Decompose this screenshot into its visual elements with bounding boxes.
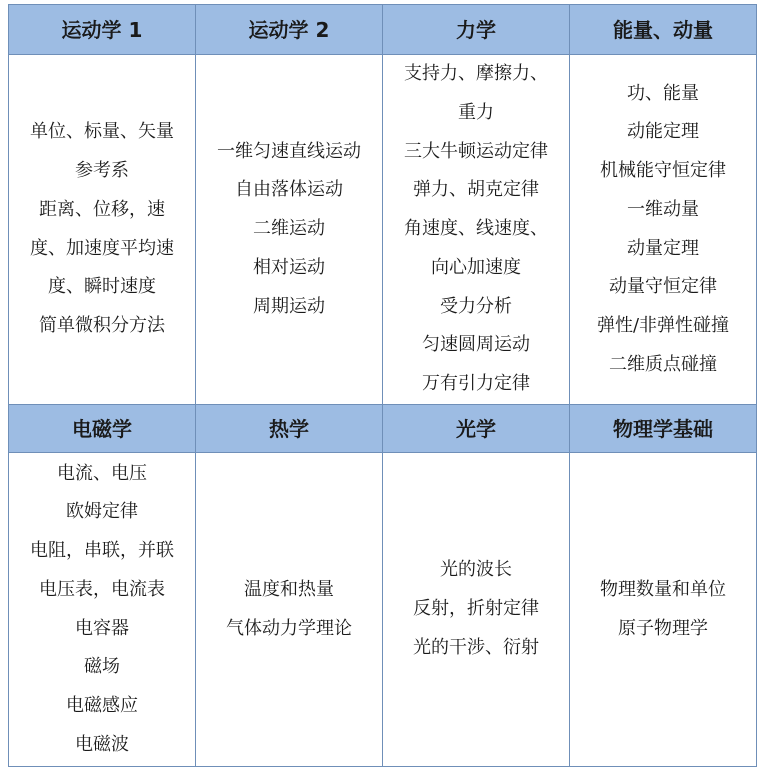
topic-line: 电压表，电流表: [39, 578, 165, 600]
topic-line: 重力: [458, 102, 494, 124]
topic-line: 温度和热量: [244, 578, 334, 600]
topic-line: 周期运动: [253, 295, 325, 317]
header-label: 力学: [456, 17, 496, 42]
topic-line: 电磁波: [75, 733, 129, 755]
table-body-cell: [382, 54, 570, 405]
topic-line: 功、能量: [627, 82, 699, 104]
table-body-cell: [195, 452, 383, 767]
header-label: 运动学 1: [61, 17, 143, 42]
topic-line: 度、加速度平均速: [30, 237, 174, 259]
table-header-cell: [569, 4, 757, 55]
topic-line: 磁场: [84, 656, 120, 678]
topic-line: 欧姆定律: [66, 501, 138, 523]
topic-line: 受力分析: [440, 295, 512, 317]
table-header-cell: [8, 404, 196, 453]
table-body-cell: [8, 452, 196, 767]
topic-line: 物理数量和单位: [600, 578, 726, 600]
table-body-cell: [382, 452, 570, 767]
topic-line: 电流、电压: [57, 462, 147, 484]
table-body-cell: [569, 452, 757, 767]
topic-line: 反射，折射定律: [413, 598, 539, 620]
table-body-cell: [569, 54, 757, 405]
header-label: 运动学 2: [248, 17, 330, 42]
header-label: 物理学基础: [613, 416, 713, 441]
topic-line: 一维匀速直线运动: [217, 140, 361, 162]
topic-line: 光的波长: [440, 559, 512, 581]
topic-line: 匀速圆周运动: [422, 334, 530, 356]
topic-line: 电阻，串联，并联: [30, 540, 174, 562]
topic-line: 原子物理学: [618, 617, 708, 639]
topic-line: 电容器: [75, 617, 129, 639]
topic-line: 动量守恒定律: [609, 276, 717, 298]
topic-line: 角速度、线速度、: [404, 218, 548, 240]
topic-line: 向心加速度: [431, 256, 521, 278]
topic-line: 弹力、胡克定律: [413, 179, 539, 201]
topic-line: 二维运动: [253, 218, 325, 240]
topic-line: 相对运动: [253, 256, 325, 278]
topic-line: 简单微积分方法: [39, 314, 165, 336]
physics-topics-table: [8, 4, 756, 766]
topic-line: 自由落体运动: [235, 179, 343, 201]
topic-line: 光的干涉、衍射: [413, 636, 539, 658]
table-header-cell: [195, 404, 383, 453]
header-label: 能量、动量: [613, 17, 713, 42]
table-header-cell: [8, 4, 196, 55]
topic-line: 气体动力学理论: [226, 617, 352, 639]
topic-line: 动能定理: [627, 121, 699, 143]
topic-line: 一维动量: [627, 198, 699, 220]
table-body-cell: [195, 54, 383, 405]
table-header-cell: [569, 404, 757, 453]
topic-line: 支持力、摩擦力、: [404, 63, 548, 85]
topic-line: 二维质点碰撞: [609, 353, 717, 375]
topic-line: 单位、标量、矢量: [30, 121, 174, 143]
header-label: 热学: [269, 416, 309, 441]
table-header-cell: [382, 404, 570, 453]
table-body-cell: [8, 54, 196, 405]
topic-line: 度、瞬时速度: [48, 276, 156, 298]
topic-line: 弹性/非弹性碰撞: [596, 314, 730, 336]
header-label: 光学: [456, 416, 496, 441]
header-label: 电磁学: [72, 416, 132, 441]
topic-line: 机械能守恒定律: [600, 160, 726, 182]
topic-line: 万有引力定律: [422, 372, 530, 394]
table-header-cell: [195, 4, 383, 55]
topic-line: 三大牛顿运动定律: [404, 140, 548, 162]
topic-line: 距离、位移，速: [39, 198, 165, 220]
topic-line: 参考系: [75, 160, 129, 182]
topic-line: 电磁感应: [66, 694, 138, 716]
topic-line: 动量定理: [627, 237, 699, 259]
table-header-cell: [382, 4, 570, 55]
